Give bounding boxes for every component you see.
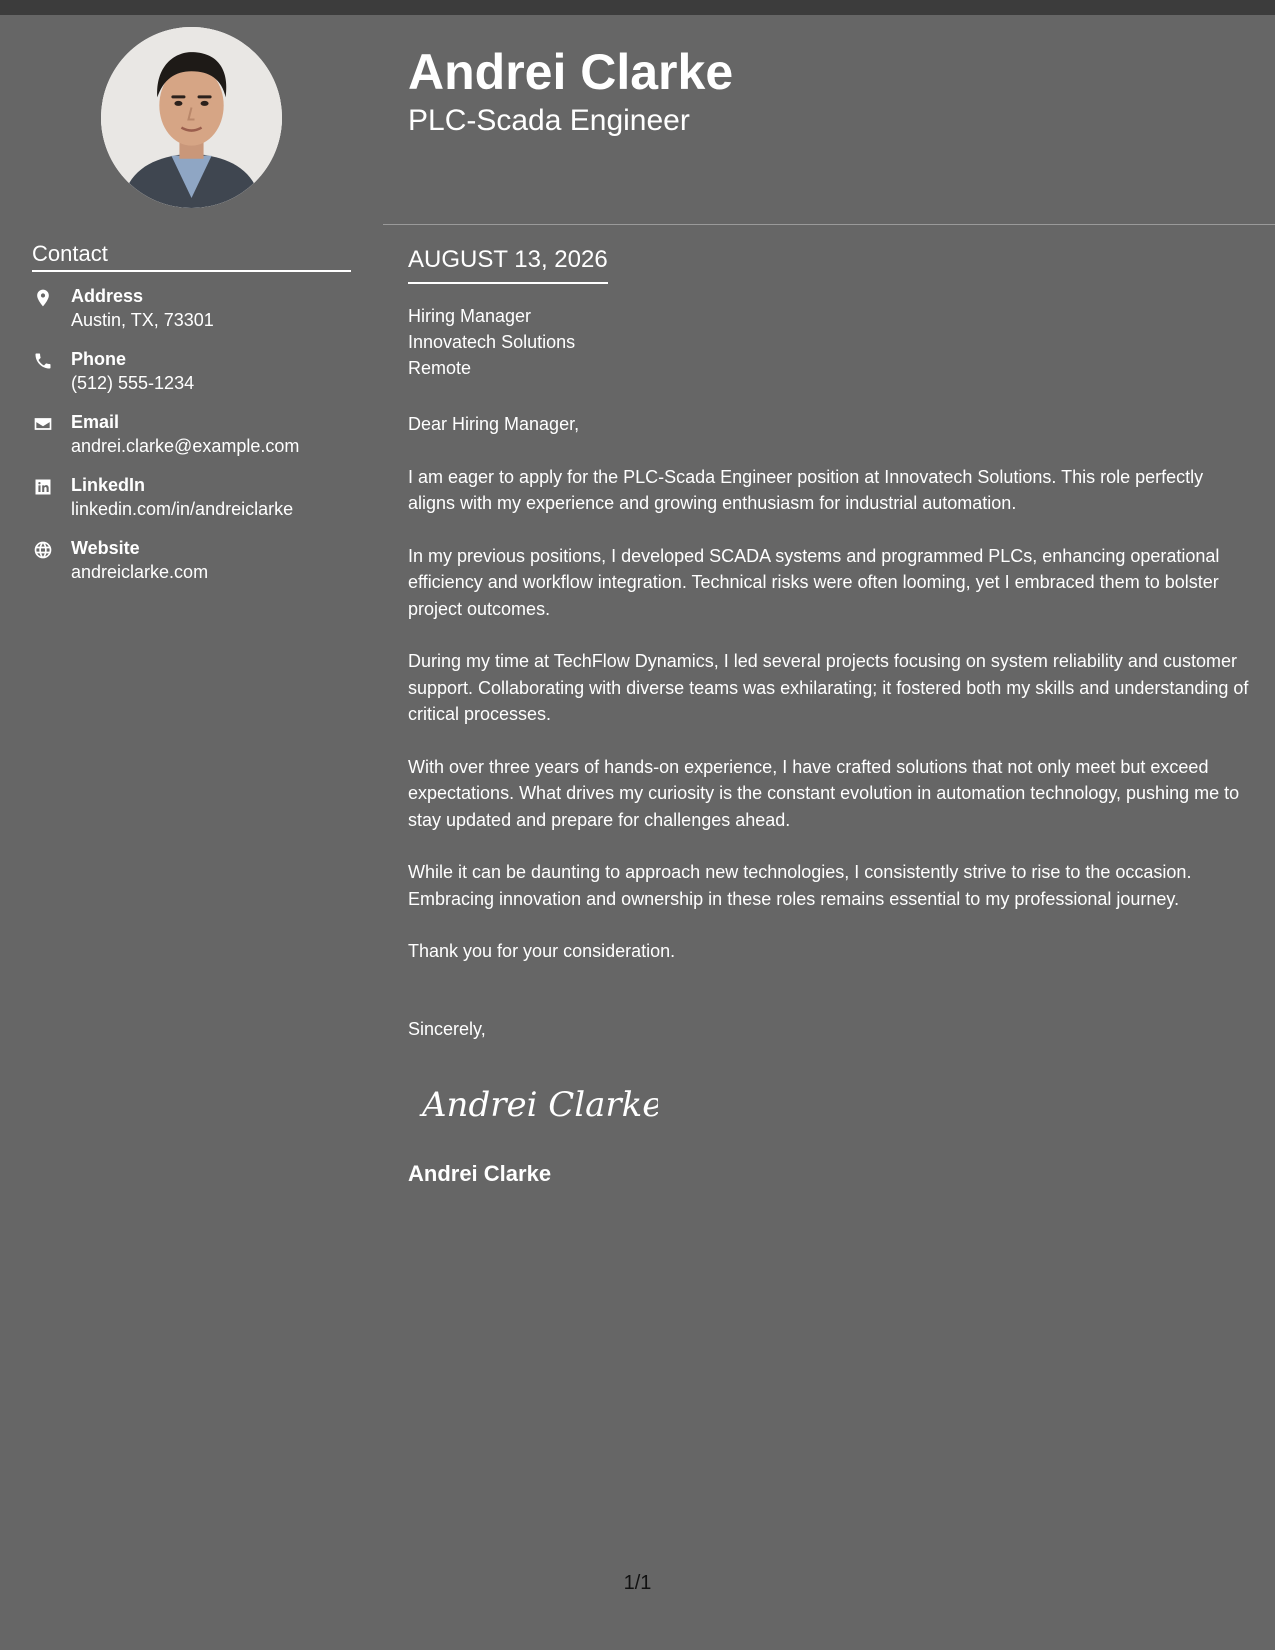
contact-label-address: Address [71, 286, 144, 306]
recipient-block [408, 303, 575, 381]
contact-item-website [32, 536, 362, 599]
avatar [101, 27, 282, 208]
contact-value-phone[interactable]: (512) 555-1234 [71, 373, 195, 393]
contact-item-address [32, 284, 362, 347]
contact-value-email[interactable]: andrei.clarke@example.com [71, 436, 300, 456]
body-paragraph: In my previous positions, I developed SCADA systems and programmed PLCs, enhancing operational efficiency and workflow integration. Technical risks were often looming, yet I embraced them to bolster project outcomes. [408, 545, 1220, 619]
page-number: 1/1 [623, 1572, 652, 1594]
signer-name: Andrei Clarke [408, 1161, 552, 1186]
signature-text: Andrei Clarke [422, 1085, 658, 1125]
contact-label-website: Website [71, 538, 140, 558]
phone-icon [32, 350, 54, 372]
contact-value-address: Austin, TX, 73301 [71, 310, 214, 330]
contact-label-linkedin: LinkedIn [71, 475, 146, 495]
body-paragraph: With over three years of hands-on experience, I have crafted solutions that not only meet but exceed expectations. What drives my curiosity is the constant evolution in automation technology, pushing me to stay updated and prepare for challenges ahead. [408, 756, 1240, 830]
letter-date: AUGUST 13, 2026 [408, 244, 608, 284]
job-title: PLC-Scada Engineer [408, 104, 690, 137]
handwritten-signature [418, 1076, 658, 1132]
contact-value-website[interactable]: andreiclarke.com [71, 562, 209, 582]
body-paragraph: While it can be daunting to approach new technologies, I consistently strive to rise to the occasion. Embracing innovation and ownership in these roles remains essential to my professional journey. [408, 862, 1192, 909]
body-paragraph: During my time at TechFlow Dynamics, I led several projects focusing on system reliability and customer support. Collaborating with diverse teams was exhilarating; it fostered both my skills and understanding of critical processes. [408, 651, 1249, 724]
contact-heading: Contact [32, 240, 351, 272]
contact-label-email: Email [71, 412, 120, 432]
portrait-photo [101, 27, 282, 208]
greeting: Dear Hiring Manager, [408, 414, 580, 434]
body-paragraph: Thank you for your consideration. [408, 941, 676, 961]
contact-label-phone: Phone [71, 349, 127, 369]
applicant-name: Andrei Clarke [408, 44, 734, 100]
contact-value-linkedin[interactable]: linkedin.com/in/andreiclarke [71, 499, 294, 519]
header-divider [383, 224, 1275, 225]
top-bar [0, 0, 1275, 15]
contact-item-phone [32, 347, 362, 410]
recipient-line: Hiring Manager [408, 306, 532, 326]
body-paragraph: I am eager to apply for the PLC-Scada Engineer position at Innovatech Solutions. This role perfectly aligns with my experience and growing enthusiasm for industrial automation. [408, 466, 1204, 513]
location-pin-icon [32, 287, 54, 309]
envelope-icon [32, 413, 54, 435]
linkedin-icon [32, 476, 54, 498]
contact-list [32, 284, 362, 599]
closing: Sincerely, [408, 1019, 486, 1039]
globe-icon [32, 539, 54, 561]
contact-item-linkedin [32, 473, 362, 536]
contact-item-email [32, 410, 362, 473]
recipient-line: Remote [408, 358, 472, 378]
letter-body [408, 411, 1253, 991]
recipient-line: Innovatech Solutions [408, 332, 576, 352]
